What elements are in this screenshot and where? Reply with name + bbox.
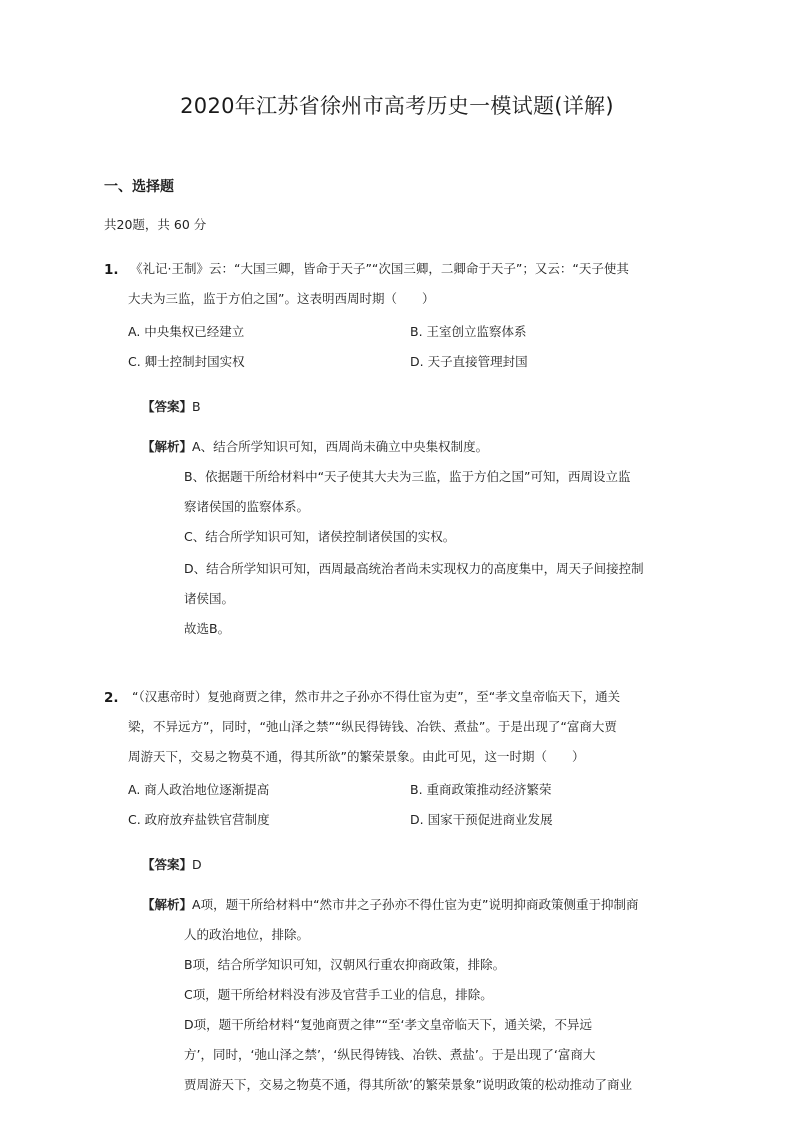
- question-1-answer: [142, 392, 201, 422]
- question-1-analysis-line: 察诸侯国的监察体系。: [184, 499, 310, 514]
- question-1-analysis-line: C、结合所学知识可知，诸侯控制诸侯国的实权。: [184, 529, 456, 544]
- question-1-line-2: 大夫为三监，监于方伯之国”。这表明西周时期（ ）: [128, 291, 435, 306]
- question-1-option-c: C. 卿士控制封国实权: [128, 354, 245, 369]
- question-1-analysis-line: 故选B。: [184, 621, 231, 636]
- question-1-option-b: B. 王室创立监察体系: [410, 324, 527, 339]
- question-2-line-3: 周游天下，交易之物莫不通，得其所欲”的繁荣景象。由此可见，这一时期（ ）: [128, 749, 585, 764]
- answer-value: D: [192, 857, 202, 872]
- question-1-analysis-line: D、结合所学知识可知，西周最高统治者尚未实现权力的高度集中，周天子间接控制: [184, 561, 644, 576]
- section-heading: 一、选择题: [104, 179, 174, 195]
- question-2-line-1: “（汉惠帝时）复弛商贾之律，然市井之子孙亦不得仕宦为吏”，至“孝文皇帝临天下，通关: [132, 689, 621, 704]
- question-2-number: 2.: [104, 690, 119, 706]
- question-2-option-c: C. 政府放弃盐铁官营制度: [128, 812, 270, 827]
- answer-value: B: [192, 399, 201, 414]
- question-1-option-d: D. 天子直接管理封国: [410, 354, 528, 369]
- analysis-label: 【解析】: [142, 439, 193, 454]
- question-2-analysis-line: 贾周游天下，交易之物莫不通，得其所欲’的繁荣景象”说明政策的松动推动了商业: [184, 1077, 632, 1092]
- question-2-option-b: B. 重商政策推动经济繁荣: [410, 782, 552, 797]
- answer-label: 【答案】: [142, 857, 193, 872]
- question-1-analysis-line: B、依据题干所给材料中“天子使其大夫为三监，监于方伯之国”可知，西周设立监: [184, 469, 631, 484]
- question-2-analysis-line: C项，题干所给材料没有涉及官营手工业的信息，排除。: [184, 987, 493, 1002]
- document-title: 2020年江苏省徐州市高考历史一模试题(详解): [180, 94, 614, 118]
- question-2-answer: [142, 850, 202, 880]
- analysis-line: A、结合所学知识可知，西周尚未确立中央集权制度。: [192, 439, 489, 454]
- question-2-line-2: 梁，不异远方”，同时，“弛山泽之禁”“纵民得铸钱、冶铁、煮盐”。于是出现了“富商大贾: [128, 719, 617, 734]
- analysis-label: 【解析】: [142, 897, 193, 912]
- question-2-analysis-first: [142, 890, 639, 920]
- question-2-option-d: D. 国家干预促进商业发展: [410, 812, 553, 827]
- question-1-number: 1.: [104, 262, 119, 278]
- question-count: 共20题，共 60 分: [104, 217, 207, 232]
- question-1-option-a: A. 中央集权已经建立: [128, 324, 245, 339]
- question-2-analysis-line: D项，题干所给材料“复弛商贾之律”“至‘孝文皇帝临天下，通关梁，不异远: [184, 1017, 593, 1032]
- question-1-line-1: 《礼记·王制》云：“大国三卿，皆命于天子”“次国三卿，二卿命于天子”；又云：“天子使其: [130, 261, 629, 276]
- question-1-analysis-line: 诸侯国。: [184, 591, 235, 606]
- question-2-analysis-line: 方’，同时，‘弛山泽之禁’，‘纵民得铸钱、冶铁、煮盐’。于是出现了‘富商大: [184, 1047, 596, 1062]
- answer-label: 【答案】: [142, 399, 193, 414]
- question-2-analysis-line: 人的政治地位，排除。: [184, 927, 310, 942]
- question-2-option-a: A. 商人政治地位逐渐提高: [128, 782, 270, 797]
- question-2-analysis-line: B项，结合所学知识可知，汉朝风行重农抑商政策，排除。: [184, 957, 506, 972]
- question-1-analysis-first: [142, 432, 488, 462]
- analysis-line: A项，题干所给材料中“然市井之子孙亦不得仕宦为吏”说明抑商政策侧重于抑制商: [192, 897, 639, 912]
